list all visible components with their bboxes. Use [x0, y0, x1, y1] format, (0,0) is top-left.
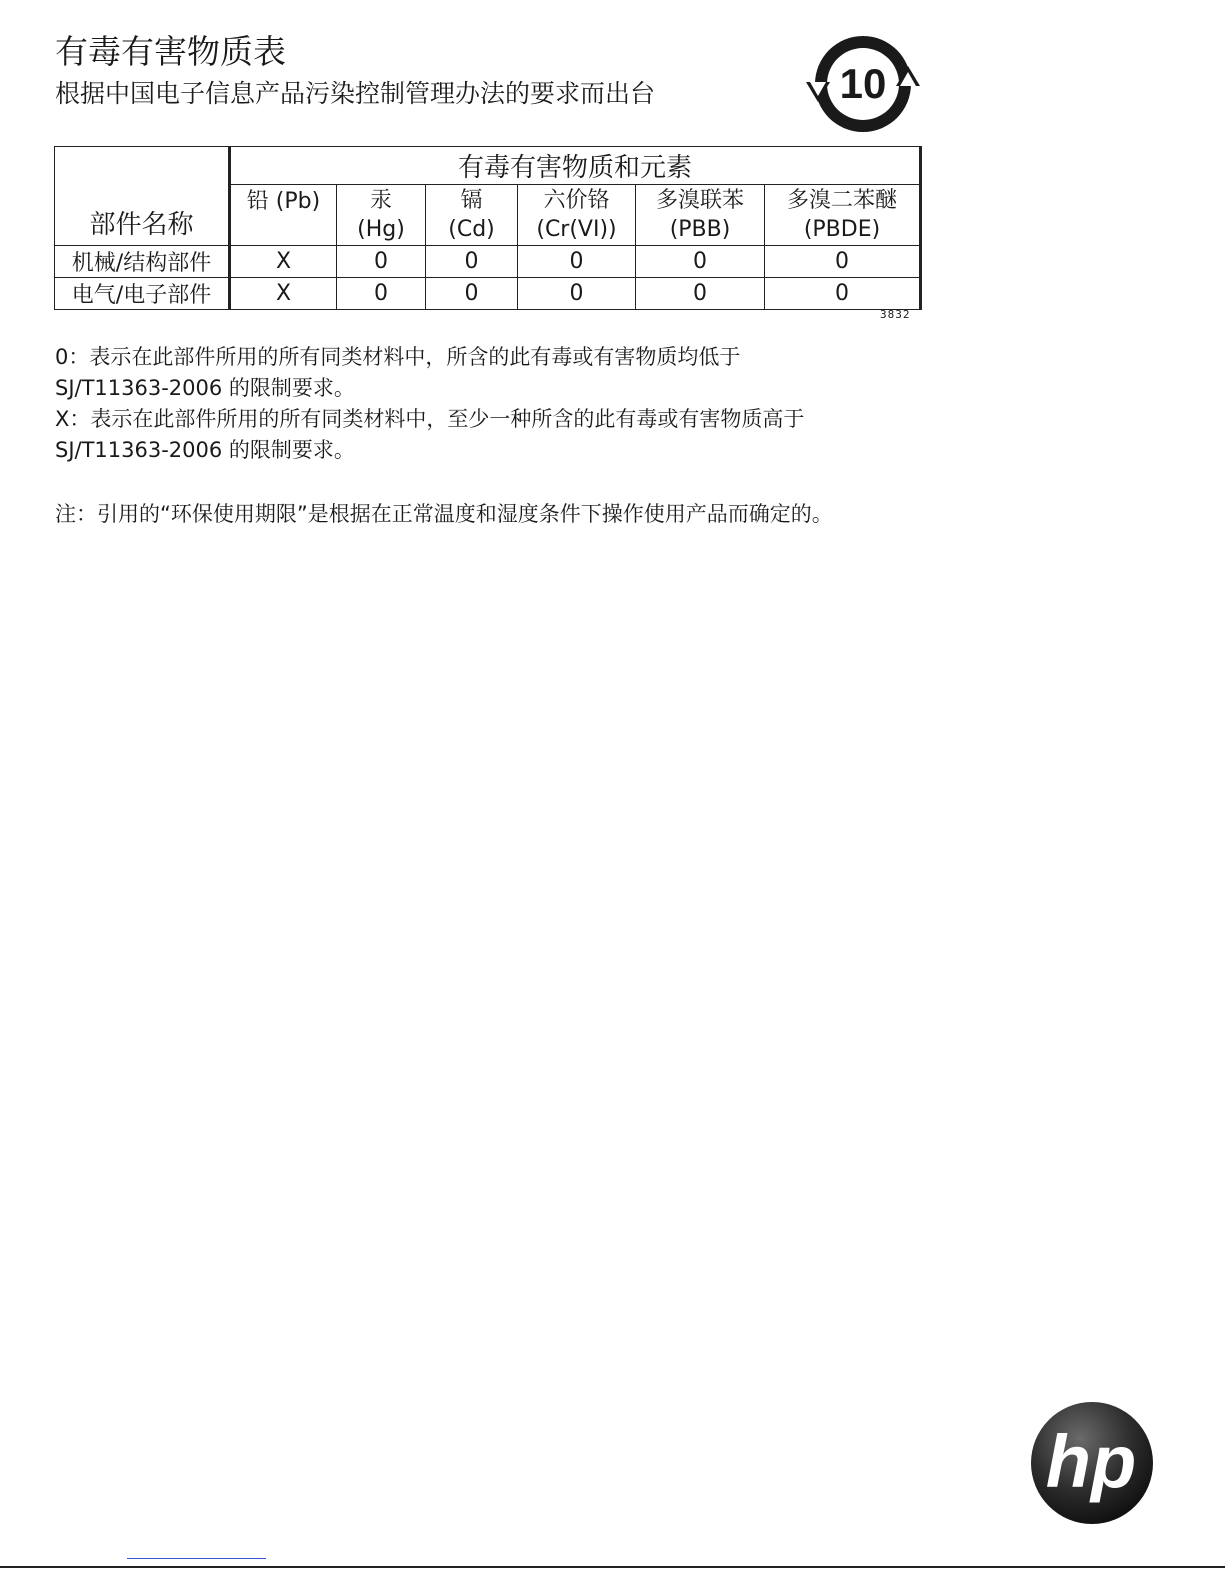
hp-logo-text: hp: [1045, 1420, 1137, 1503]
note-x-line2: SJ/T11363-2006 的限制要求。: [55, 438, 355, 462]
row-part-name: 机械/结构部件: [55, 246, 230, 278]
table-row: [55, 246, 921, 278]
column-header-pbb: 多溴联苯 (PBB): [636, 185, 765, 246]
environmental-period-badge-icon: [804, 32, 922, 136]
substances-group-header: 有毒有害物质和元素: [230, 147, 921, 185]
row-part-name: 电气/电子部件: [55, 278, 230, 310]
table-cell: 0: [426, 246, 518, 278]
table-cell: 0: [337, 278, 426, 310]
column-header-cr6: 六价铬 (Cr(VI)): [518, 185, 636, 246]
hp-logo-icon: [1029, 1399, 1155, 1527]
table-cell: 0: [765, 246, 921, 278]
hazardous-substances-table: [54, 146, 922, 310]
note-zero-line2: SJ/T11363-2006 的限制要求。: [55, 376, 355, 400]
table-row: [55, 278, 921, 310]
table-cell: 0: [518, 246, 636, 278]
table-cell: 0: [636, 246, 765, 278]
document-code: 3832: [880, 308, 911, 321]
table-cell: 0: [765, 278, 921, 310]
bottom-rule: [0, 1566, 1225, 1568]
table-cell: 0: [636, 278, 765, 310]
note-zero-line1: 0：表示在此部件所用的所有同类材料中，所含的此有毒或有害物质均低于: [55, 345, 741, 369]
badge-number: 10: [839, 60, 887, 107]
part-name-header: 部件名称: [55, 147, 230, 246]
table-cell: 0: [337, 246, 426, 278]
note-zero: [55, 342, 740, 404]
page-title: 有毒有害物质表: [55, 32, 286, 71]
note-x-line1: X：表示在此部件所用的所有同类材料中，至少一种所含的此有毒或有害物质高于: [55, 407, 805, 431]
table-cell: 0: [426, 278, 518, 310]
column-header-pbde: 多溴二苯醚 (PBDE): [765, 185, 921, 246]
note-x: [55, 404, 804, 466]
column-header-cd: 镉 (Cd): [426, 185, 518, 246]
column-header-pb: 铅 (Pb): [230, 185, 337, 246]
table-cell: 0: [518, 278, 636, 310]
page-subtitle: 根据中国电子信息产品污染控制管理办法的要求而出台: [55, 79, 656, 108]
table-cell: X: [230, 278, 337, 310]
table-cell: X: [230, 246, 337, 278]
column-header-hg: 汞 (Hg): [337, 185, 426, 246]
bottom-accent-line: [127, 1558, 266, 1559]
footnote: 注：引用的“环保使用期限”是根据在正常温度和湿度条件下操作使用产品而确定的。: [55, 502, 833, 526]
